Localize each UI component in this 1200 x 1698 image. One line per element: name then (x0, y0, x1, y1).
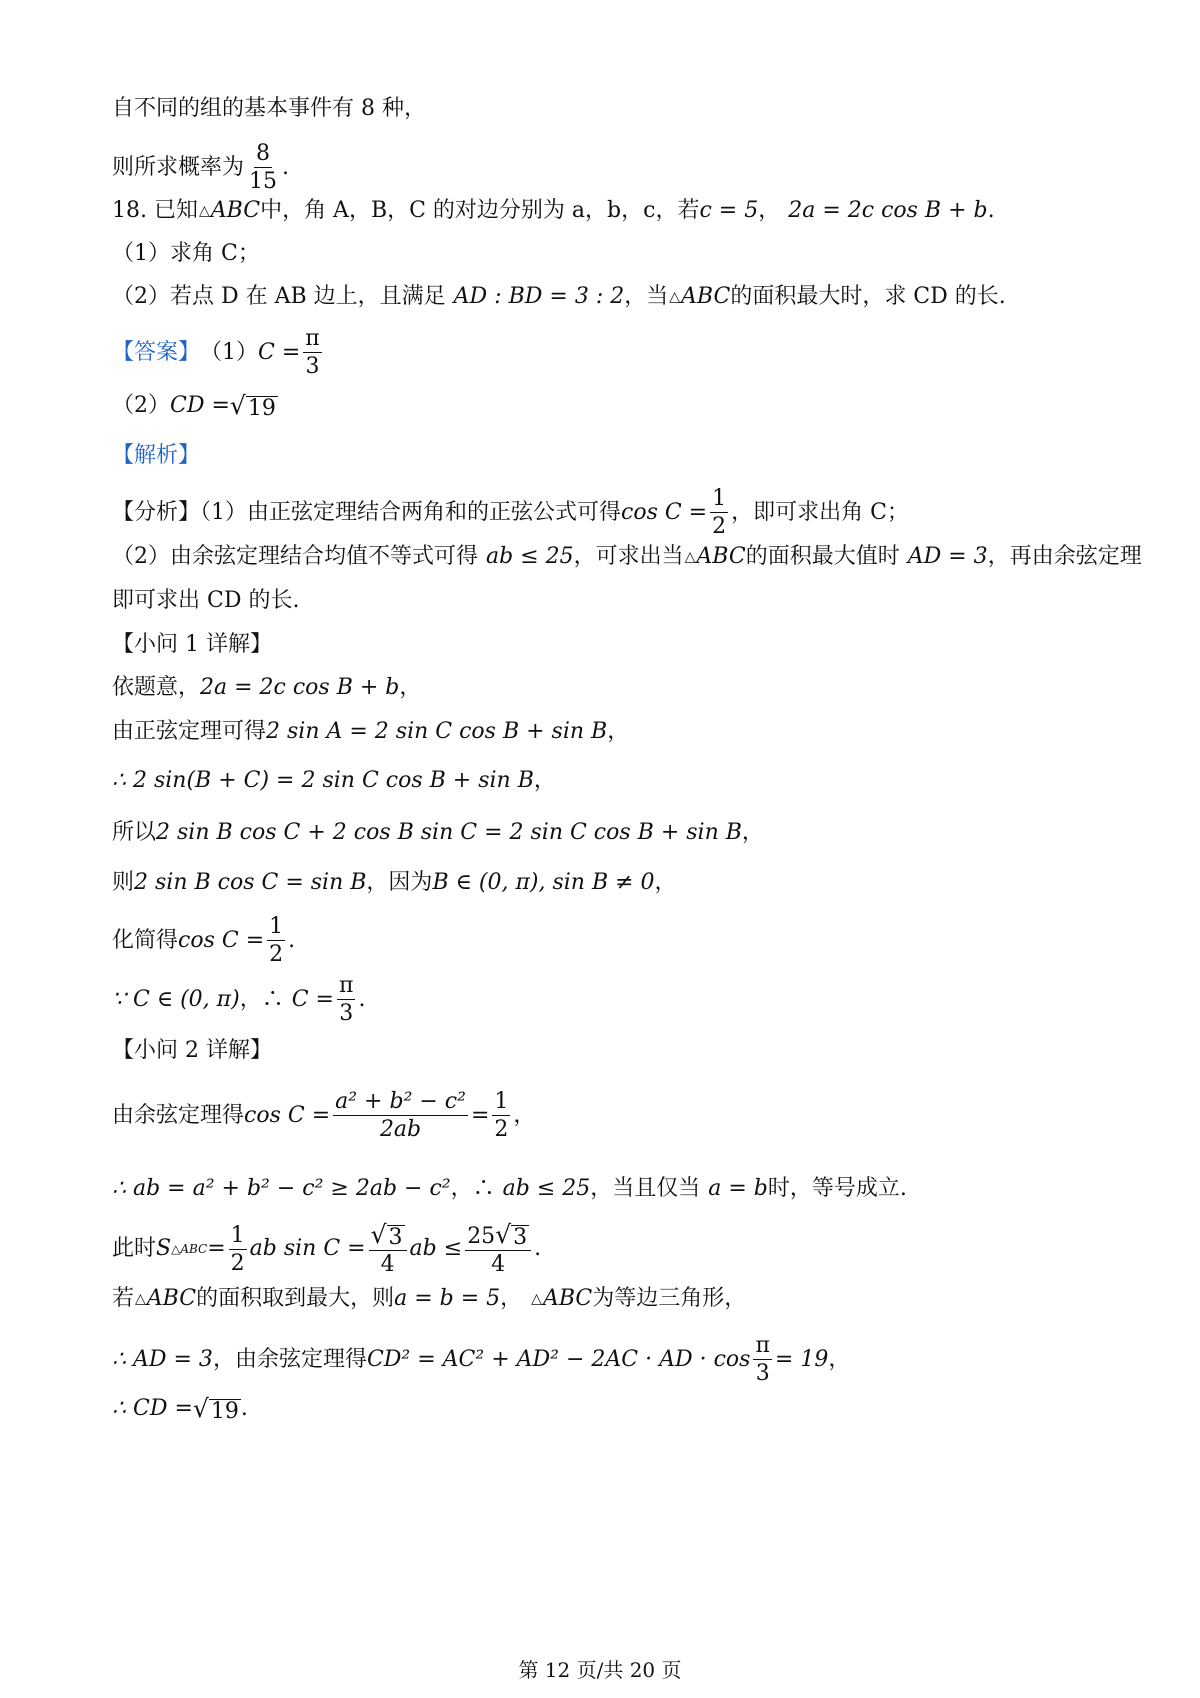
text: ，当 (624, 284, 669, 309)
analysis-tag: 【解析】 (112, 443, 201, 468)
math: 2a = 2c cos B + b (788, 198, 988, 223)
math: ∴ 2 sin(B + C) = 2 sin C cos B + sin B (112, 768, 534, 793)
denominator: 2 (230, 1250, 245, 1276)
math: c = 5 (699, 198, 759, 223)
numerator: 8 (256, 141, 271, 166)
math: ab sin C = (249, 1236, 366, 1261)
fraction (333, 1088, 468, 1143)
sqrt: √ 3 (495, 1220, 528, 1250)
text: （1） (200, 339, 259, 365)
math: CD = (170, 393, 230, 418)
cos-rule-line (112, 1088, 535, 1143)
answer-part1 (112, 325, 325, 380)
equilateral-line (112, 1284, 746, 1314)
math: ABC (146, 1286, 197, 1311)
text: （2）由余弦定理结合均值不等式可得 (112, 544, 478, 569)
text: （2） (112, 393, 170, 418)
step7 (112, 972, 365, 1027)
radicand: 19 (247, 396, 276, 421)
numerator: √ 3 (369, 1220, 407, 1251)
subquestion1-heading (112, 630, 272, 660)
math: AD : BD = 3 : 2 (453, 284, 625, 309)
text: ， (607, 719, 630, 744)
math: ab ≤ (409, 1236, 463, 1261)
math: cos C = (621, 499, 708, 525)
denominator: 2 (712, 514, 727, 539)
step1 (112, 673, 421, 703)
text: 由余弦定理得 (112, 1102, 245, 1128)
text: 自不同的组的基本事件有 8 种， (112, 96, 426, 121)
text: 此时 (112, 1236, 157, 1261)
line-events (112, 94, 426, 124)
cd-squared-line (112, 1332, 850, 1387)
math: a = b = 5 (394, 1286, 501, 1311)
text: 所以 (112, 820, 157, 845)
text: 化简得 (112, 927, 179, 953)
text: . (358, 986, 366, 1012)
denominator: 2ab (379, 1117, 422, 1142)
step4 (112, 818, 764, 848)
step2 (112, 717, 629, 747)
text: . (282, 154, 290, 180)
radicand: 3 (513, 1225, 528, 1250)
radicand: 3 (388, 1225, 403, 1250)
text: 的面积最大时，求 CD 的长. (730, 284, 1006, 309)
fraction (229, 1222, 247, 1277)
text: 【小问 2 详解】 (112, 1038, 272, 1063)
text: 则 (112, 870, 135, 895)
math: CD² = AC² + AD² − 2AC · AD · cos (366, 1346, 751, 1372)
triangle-icon: △ (684, 549, 696, 565)
denominator: 2 (269, 942, 284, 967)
area-line: 此时 S △ABC = $\frac{1}{2}$ ab sin C = √ 3 4 ab ≤ 25 √ 3 4 . (112, 1220, 542, 1277)
math: = 19 (774, 1346, 829, 1372)
text: 的面积取到最大，则 (196, 1286, 395, 1311)
text: 中，角 A，B，C 的对边分别为 a，b，c，若 (260, 198, 700, 223)
answer-part2 (112, 391, 278, 421)
math: C = (291, 986, 334, 1012)
math: ab ≤ 25 (486, 544, 574, 569)
question-18-part2 (112, 282, 1006, 312)
text: ，可求出当 (573, 544, 684, 569)
fraction (753, 1332, 771, 1387)
numerator: a² + b² − c² (335, 1089, 466, 1114)
fraction (369, 1220, 407, 1278)
sqrt: √ 19 (192, 1394, 239, 1424)
numerator: π (755, 1333, 770, 1358)
numerator: π (338, 973, 354, 998)
text: ，当且仅当 (590, 1176, 701, 1201)
numerator: 1 (230, 1222, 245, 1248)
numerator (465, 1220, 531, 1251)
text: ，即可求出角 C； (731, 499, 909, 525)
line-probability (112, 140, 289, 195)
question-18 (112, 196, 995, 226)
math: B ∈ (0, π), sin B ≠ 0 (432, 870, 655, 895)
question-18-part1 (112, 239, 260, 269)
math: cos C = (178, 927, 265, 953)
math: 2 sin A = 2 sin C cos B + sin B (266, 719, 608, 744)
analysis-line3 (112, 586, 299, 616)
math: ab ≤ 25 (502, 1176, 591, 1201)
text: （2）若点 D 在 AB 边上，且满足 (112, 284, 446, 309)
step6 (112, 913, 295, 968)
analysis-line2 (112, 542, 1142, 572)
math: ABC (681, 284, 731, 309)
text: ， (828, 1346, 851, 1372)
text: ， (533, 768, 556, 793)
triangle-icon: △ (135, 1291, 146, 1307)
denominator: 4 (491, 1252, 506, 1277)
math: 2 sin B cos C = sin B (134, 870, 367, 895)
text: 为等边三角形， (592, 1286, 747, 1311)
text: = (470, 1102, 490, 1128)
denominator: 15 (249, 169, 278, 194)
fraction (303, 325, 321, 380)
subquestion2-heading (112, 1036, 272, 1066)
math: ∴ CD = (112, 1396, 193, 1421)
text: ，再由余弦定理 (987, 544, 1142, 569)
fraction (710, 485, 728, 540)
text: 即可求出 CD 的长. (112, 588, 300, 613)
text: 依题意， (112, 675, 201, 700)
fraction (492, 1088, 510, 1143)
math: ∵ C ∈ (0, π) (112, 986, 240, 1012)
text: . (534, 1236, 542, 1261)
math: ABC (696, 544, 746, 569)
math: ∴ ab = a² + b² − c² ≥ 2ab − c² (112, 1176, 451, 1201)
fraction (465, 1220, 531, 1278)
math: a = b (708, 1176, 768, 1201)
radicand: 19 (210, 1399, 239, 1424)
text: 【分析】（1）由正弦定理结合两角和的正弦公式可得 (112, 499, 621, 525)
page-footer: 第 12 页/共 20 页 (518, 1658, 682, 1682)
fraction (247, 140, 279, 195)
text: 则所求概率为 (112, 154, 245, 180)
math: 2a = 2c cos B + b (200, 675, 400, 700)
inequality-line (112, 1174, 907, 1204)
text: ，由余弦定理得 (212, 1346, 367, 1372)
math: 2 sin B cos C + 2 cos B sin C = 2 sin C cos B + sin B (156, 820, 742, 845)
text: ，∴ (450, 1176, 495, 1201)
text: = (207, 1236, 226, 1261)
math: ∴ AD = 3 (112, 1346, 213, 1372)
numerator: 1 (269, 914, 284, 939)
text: 时，等号成立. (767, 1176, 907, 1201)
text: ，因为 (366, 870, 433, 895)
math: cos C = (244, 1102, 331, 1128)
text: 的面积最大值时 (745, 544, 900, 569)
analysis-heading (112, 441, 200, 471)
sqrt: √ 19 (229, 391, 276, 421)
triangle-icon: △ (198, 203, 210, 219)
triangle-icon: △ (669, 289, 681, 305)
math: AD = 3 (907, 544, 988, 569)
math: ABC (542, 1286, 593, 1311)
text: ， (758, 198, 781, 223)
math: C = (258, 339, 301, 365)
analysis-line1 (112, 485, 909, 540)
step5 (112, 868, 677, 898)
denominator: 3 (305, 354, 320, 379)
numerator: 1 (712, 486, 727, 511)
denominator: 3 (339, 1001, 354, 1026)
text: ， (500, 1286, 523, 1311)
cd-result-line (112, 1394, 248, 1424)
text: 由正弦定理可得 (112, 719, 267, 744)
coefficient: 25 (467, 1224, 496, 1249)
fraction (267, 913, 285, 968)
text: ， (741, 820, 764, 845)
text: ， (399, 675, 422, 700)
text: 【小问 1 详解】 (112, 632, 272, 657)
denominator: 4 (380, 1252, 395, 1277)
denominator: 2 (494, 1117, 509, 1142)
triangle-icon: △ (531, 1291, 542, 1307)
math: ABC (210, 198, 261, 223)
numerator: 1 (494, 1089, 509, 1114)
numerator: π (305, 326, 320, 351)
text: . (288, 927, 296, 953)
text: ， (654, 870, 677, 895)
step3 (112, 766, 556, 796)
text: . (240, 1396, 248, 1421)
math: S (156, 1236, 172, 1261)
text: 若 (112, 1286, 135, 1311)
text: ，∴ (239, 986, 284, 1012)
text: （1）求角 C； (112, 241, 260, 266)
text: ， (513, 1102, 536, 1128)
text: . (987, 198, 995, 223)
denominator: 3 (755, 1361, 770, 1386)
text: 18. 已知 (112, 198, 198, 223)
fraction (337, 972, 355, 1027)
answer-tag: 【答案】 (112, 339, 201, 365)
